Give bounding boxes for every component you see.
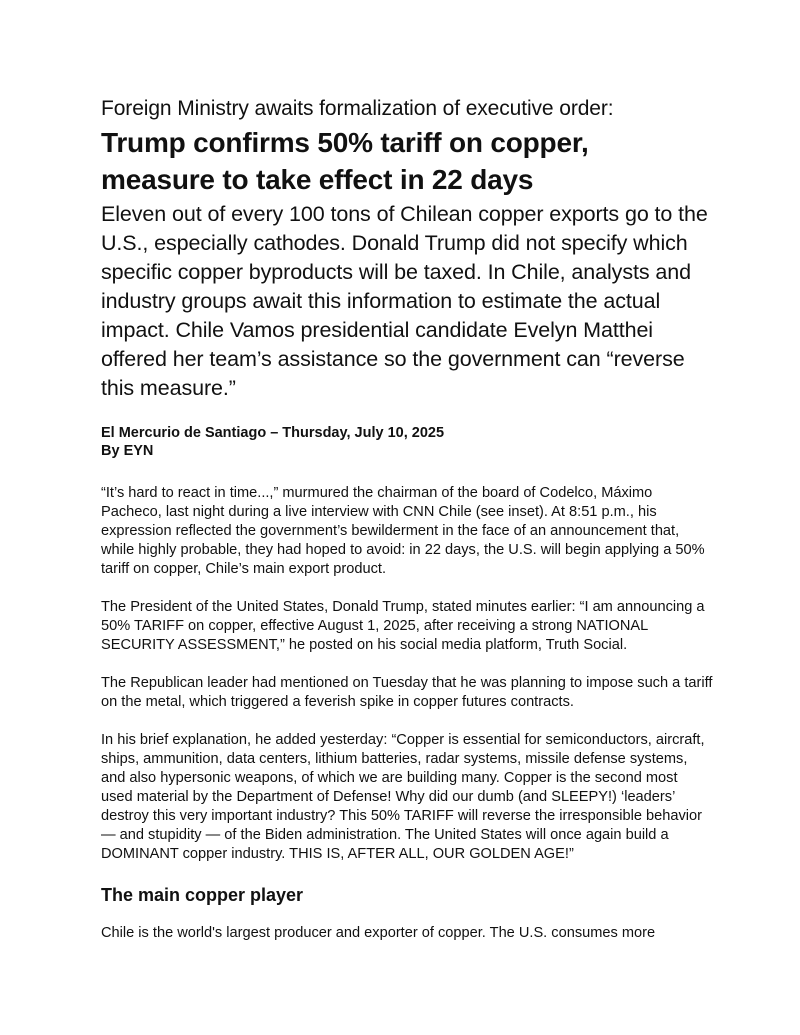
body-paragraph: The President of the United States, Donald Trump, stated minutes earlier: “I am announcing a 50% TARIFF on copper, effective August 1, 2025, after receiving a strong NATIONAL SECURITY ASSESSMENT,” he posted on his social media platform, Truth Social. (101, 599, 705, 653)
source-line: El Mercurio de Santiago – Thursday, July 10, 2025 (101, 425, 445, 441)
body-paragraph: “It’s hard to react in time...,” murmured the chairman of the board of Codelco, Máximo Pacheco, last night during a live interview with CNN Chile (see inset). At 8:51 p.m., his expression reflected the government’s bewilderment in the face of an announcement that, while highly probable, they had hoped to avoid: in 22 days, the U.S. will begin applying a 50% tariff on copper, Chile’s main export product. (101, 485, 705, 577)
headline-line-2: measure to take effect in 22 days (101, 164, 534, 195)
article-kicker: Foreign Ministry awaits formalization of executive order: (101, 97, 614, 120)
article-headline (101, 124, 713, 198)
body-paragraph: In his brief explanation, he added yesterday: “Copper is essential for semiconductors, aircraft, ships, ammunition, data centers, lithium batteries, radar systems, missile defense systems, and also hypersonic weapons, of which we are building many. Copper is the second most used material by the Department of Defense! Why did our dumb (and SLEEPY!) ‘leaders’ destroy this very important industry? This 50% TARIFF will reverse the irresponsible behavior — and stupidity — of the Biden administration. The United States will once again build a DOMINANT copper industry. THIS IS, AFTER ALL, OUR GOLDEN AGE!” (101, 732, 705, 862)
headline-line-1: Trump confirms 50% tariff on copper, (101, 127, 589, 158)
author-line: By EYN (101, 443, 154, 459)
byline (101, 424, 713, 460)
body-paragraph: The Republican leader had mentioned on Tuesday that he was planning to impose such a tariff on the metal, which triggered a feverish spike in copper futures contracts. (101, 675, 713, 710)
section-subhead: The main copper player (101, 885, 304, 905)
article (101, 96, 713, 943)
article-deck: Eleven out of every 100 tons of Chilean copper exports go to the U.S., especially cathodes. Donald Trump did not specify which specific copper byproducts will be taxed. In Chile, analysts and industry groups await this information to estimate the actual impact. Chile Vamos presidential candidate Evelyn Matthei offered her team’s assistance so the government can “reverse this measure.” (101, 202, 708, 400)
body-paragraph: Chile is the world's largest producer and exporter of copper. The U.S. consumes more (101, 925, 656, 941)
